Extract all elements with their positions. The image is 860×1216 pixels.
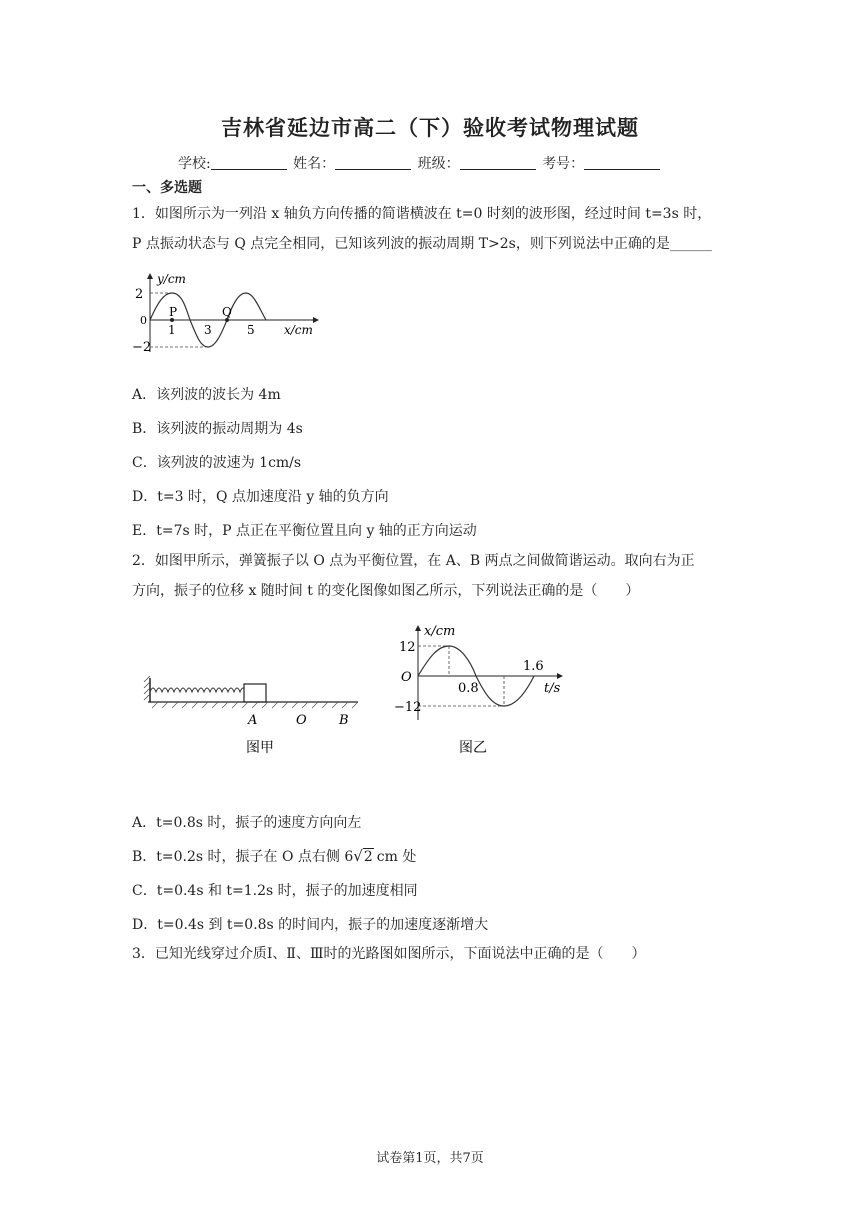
q2-y-bottom: −12	[394, 700, 422, 715]
q1-option-d[interactable]: D．t=3 时，Q 点加速度沿 y 轴的负方向	[132, 489, 389, 505]
fig-a-label-a: A	[248, 713, 258, 728]
q2-stem	[132, 546, 732, 606]
class-label: 班级：	[417, 156, 460, 172]
q1-tick-3: 3	[204, 323, 212, 337]
page-title: 吉林省延边市高二（下）验收考试物理试题	[221, 116, 639, 140]
page-footer: 试卷第1页，共7页	[376, 1151, 484, 1166]
q2-option-b-prefix: B．t=0.2s 时，振子在 O 点右侧 6	[132, 849, 354, 865]
q2-y-top: 12	[399, 640, 416, 655]
q2-option-d[interactable]: D．t=0.4s 到 t=0.8s 的时间内，振子的加速度逐渐增大	[132, 917, 489, 933]
q1-line-2: P 点振动状态与 Q 点完全相同，已知该列波的振动周期 T>2s，则下列说法中正确的是______	[132, 236, 712, 252]
q2-xt-graph	[392, 622, 572, 762]
section-heading: 一、多选题	[132, 180, 202, 196]
sqrt-symbol: √	[353, 847, 363, 865]
q1-wave-figure	[130, 270, 330, 360]
q2-line-2: 方向，振子的位移 x 随时间 t 的变化图像如图乙所示，下列说法正确的是（ ）	[132, 583, 640, 599]
spring-coil	[150, 688, 258, 692]
q1-option-c[interactable]: C．该列波的波速为 1cm/s	[132, 455, 302, 471]
q3-line-1: 3．已知光线穿过介质Ⅰ、Ⅱ、Ⅲ时的光路图如图所示，下面说法中正确的是（ ）	[132, 946, 646, 962]
q1-line-1: 1．如图所示为一列沿 x 轴负方向传播的简谐横波在 t=0 时刻的波形图，经过时间 t=3s 时，	[132, 206, 712, 222]
q2-option-a[interactable]: A．t=0.8s 时，振子的速度方向向左	[132, 815, 362, 831]
q1-option-a[interactable]: A．该列波的波长为 4m	[132, 387, 281, 403]
school-label: 学校:	[178, 156, 211, 172]
q1-y-top: 2	[135, 287, 144, 302]
q2-line-1: 2．如图甲所示，弹簧振子以 O 点为平衡位置，在 A、B 两点之间做简谐运动。取向右为正	[132, 553, 695, 569]
id-blank[interactable]	[584, 155, 660, 170]
q2-origin: O	[401, 670, 412, 685]
q1-option-e[interactable]: E．t=7s 时，P 点正在平衡位置且向 y 轴的正方向运动	[132, 523, 477, 539]
q2-t-label: t/s	[544, 681, 561, 696]
q1-x-label: x/cm	[284, 323, 313, 337]
fig-a-label-o: O	[296, 713, 307, 728]
name-blank[interactable]	[335, 155, 411, 170]
student-info-row	[178, 153, 662, 173]
q1-y-label: y/cm	[157, 272, 186, 286]
q1-tick-5: 5	[247, 323, 255, 337]
q2-tick-08: 0.8	[458, 681, 479, 696]
q3-stem	[132, 939, 732, 969]
fig-b-caption: 图乙	[459, 740, 487, 756]
q2-option-b-suffix: cm 处	[376, 849, 417, 865]
id-label: 考号：	[542, 156, 585, 172]
school-blank[interactable]	[211, 155, 287, 170]
q1-stem	[132, 199, 732, 259]
fig-a-label-b: B	[339, 713, 349, 728]
q1-tick-1: 1	[168, 323, 176, 337]
q2-y-label: x/cm	[424, 624, 456, 639]
q1-origin: 0	[140, 314, 147, 327]
fig-a-caption: 图甲	[246, 740, 274, 756]
class-blank[interactable]	[460, 155, 536, 170]
name-label: 姓名：	[293, 156, 336, 172]
q1-label-p: P	[169, 305, 178, 319]
q2-tick-16: 1.6	[523, 659, 544, 674]
q1-option-b[interactable]: B．该列波的振动周期为 4s	[132, 421, 303, 437]
q1-y-bottom: −2	[132, 340, 152, 355]
q1-label-q: Q	[222, 305, 232, 319]
q2-option-c[interactable]: C．t=0.4s 和 t=1.2s 时，振子的加速度相同	[132, 883, 418, 899]
q2-option-b[interactable]	[132, 846, 416, 866]
q2-option-b-radicand: 2	[363, 849, 373, 865]
oscillator-block	[244, 684, 266, 702]
q2-spring-figure	[140, 670, 370, 770]
